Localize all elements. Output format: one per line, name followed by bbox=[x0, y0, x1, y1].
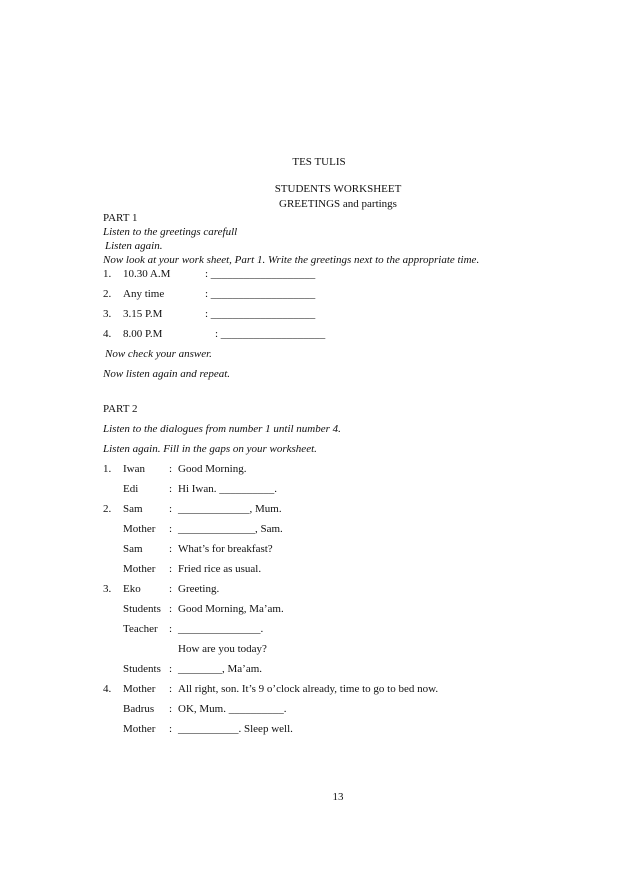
dialogue-text: Good Morning. bbox=[178, 463, 247, 475]
dialogue-speaker: Mother bbox=[123, 523, 156, 535]
worksheet-title: TES TULIS bbox=[292, 156, 346, 168]
part2-instruction-1: Listen to the dialogues from number 1 until number 4. bbox=[103, 423, 341, 435]
dialogue-number: 4. bbox=[103, 683, 112, 695]
item-number: 1. bbox=[103, 268, 112, 280]
page-number: 13 bbox=[332, 791, 344, 803]
dialogue-text: _______________. bbox=[178, 623, 264, 635]
dialogue-speaker: Teacher bbox=[123, 623, 158, 635]
dialogue-text: ________, Ma’am. bbox=[178, 663, 263, 675]
part2-instruction-2: Listen again. Fill in the gaps on your worksheet. bbox=[103, 443, 317, 455]
item-number: 4. bbox=[103, 328, 112, 340]
dialogue-text: ______________, Sam. bbox=[178, 523, 283, 535]
dialogue-colon: : bbox=[169, 623, 173, 635]
dialogue-speaker: Sam bbox=[123, 543, 143, 555]
item-answer-blank: : ___________________ bbox=[205, 288, 316, 300]
dialogue-colon: : bbox=[169, 603, 173, 615]
dialogue-text: Hi Iwan. __________. bbox=[178, 483, 277, 495]
dialogue-number: 1. bbox=[103, 463, 112, 475]
dialogue-text: What’s for breakfast? bbox=[178, 543, 273, 555]
dialogue-colon: : bbox=[169, 563, 173, 575]
item-time: Any time bbox=[123, 288, 165, 300]
dialogue-number: 3. bbox=[103, 583, 112, 595]
dialogue-colon: : bbox=[169, 503, 173, 515]
dialogue-text: Fried rice as usual. bbox=[178, 563, 262, 575]
part1-repeat-instruction: Now listen again and repeat. bbox=[103, 368, 231, 380]
dialogue-text: All right, son. It’s 9 o’clock already, time to go to bed now. bbox=[178, 683, 439, 695]
item-answer-blank: : ___________________ bbox=[215, 328, 326, 340]
dialogue-colon: : bbox=[169, 583, 173, 595]
worksheet-topic: GREETINGS and partings bbox=[279, 198, 397, 210]
part2-heading: PART 2 bbox=[103, 403, 138, 415]
part1-check-instruction: Now check your answer. bbox=[105, 348, 212, 360]
dialogue-text: _____________, Mum. bbox=[178, 503, 282, 515]
dialogue-colon: : bbox=[169, 703, 173, 715]
dialogue-speaker: Badrus bbox=[123, 703, 155, 715]
dialogue-text: ___________. Sleep well. bbox=[178, 723, 293, 735]
dialogue-speaker: Mother bbox=[123, 563, 156, 575]
dialogue-speaker: Mother bbox=[123, 723, 156, 735]
dialogue-speaker: Students bbox=[123, 663, 161, 675]
item-time: 8.00 P.M bbox=[123, 328, 163, 340]
dialogue-colon: : bbox=[169, 463, 173, 475]
dialogue-speaker: Sam bbox=[123, 503, 143, 515]
item-answer-blank: : ___________________ bbox=[205, 308, 316, 320]
part1-instruction-3: Now look at your work sheet, Part 1. Write the greetings next to the appropriate time. bbox=[103, 254, 480, 266]
dialogue-colon: : bbox=[169, 483, 173, 495]
dialogue-text: OK, Mum. __________. bbox=[178, 703, 287, 715]
dialogue-speaker: Eko bbox=[123, 583, 141, 595]
dialogue-speaker: Edi bbox=[123, 483, 139, 495]
item-answer-blank: : ___________________ bbox=[205, 268, 316, 280]
dialogue-text: Good Morning, Ma’am. bbox=[178, 603, 284, 615]
item-time: 3.15 P.M bbox=[123, 308, 163, 320]
item-number: 3. bbox=[103, 308, 112, 320]
item-time: 10.30 A.M bbox=[123, 268, 171, 280]
item-number: 2. bbox=[103, 288, 112, 300]
part1-instruction-2: Listen again. bbox=[105, 240, 163, 252]
part1-heading: PART 1 bbox=[103, 212, 138, 224]
part1-instruction-1: Listen to the greetings carefull bbox=[103, 226, 238, 238]
dialogue-text: Greeting. bbox=[178, 583, 220, 595]
worksheet-subtitle: STUDENTS WORKSHEET bbox=[274, 183, 402, 195]
dialogue-colon: : bbox=[169, 523, 173, 535]
dialogue-text: How are you today? bbox=[178, 643, 267, 655]
dialogue-number: 2. bbox=[103, 503, 112, 515]
dialogue-speaker: Students bbox=[123, 603, 161, 615]
dialogue-speaker: Mother bbox=[123, 683, 156, 695]
dialogue-colon: : bbox=[169, 543, 173, 555]
dialogue-colon: : bbox=[169, 683, 173, 695]
dialogue-speaker: Iwan bbox=[123, 463, 145, 475]
dialogue-colon: : bbox=[169, 663, 173, 675]
dialogue-colon: : bbox=[169, 723, 173, 735]
